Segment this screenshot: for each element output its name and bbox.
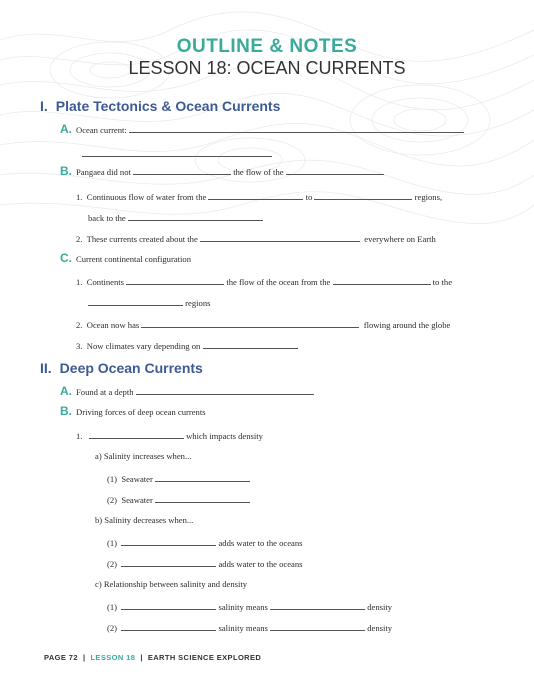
outline-item-1C1: 1. Continents the flow of the ocean from the to the	[76, 277, 453, 287]
outline-item-1C2: 2. Ocean now has flowing around the globe	[76, 320, 451, 330]
footer-book-title: EARTH SCIENCE EXPLORED	[147, 653, 262, 662]
outline-item-2B1c2: (2) salinity means density	[107, 623, 393, 633]
answer-blank[interactable]	[155, 473, 250, 482]
answer-blank[interactable]	[121, 622, 216, 631]
answer-blank[interactable]	[314, 191, 412, 200]
page-footer	[44, 653, 261, 662]
footer-page-number: PAGE 72	[44, 653, 78, 662]
outline-item-2B1c1: (1) salinity means density	[107, 602, 393, 612]
page-subtitle: LESSON 18: OCEAN CURRENTS	[128, 58, 406, 78]
answer-blank[interactable]	[208, 191, 303, 200]
outline-item-1B: B. Pangaea did not the flow of the	[60, 166, 384, 177]
answer-blank[interactable]	[129, 124, 464, 133]
outline-item-2B1: 1. which impacts density	[76, 431, 263, 441]
section-heading-1	[40, 98, 280, 114]
answer-blank[interactable]	[133, 166, 231, 175]
answer-blank[interactable]	[141, 319, 359, 328]
footer-divider: |	[82, 653, 86, 662]
page-title: OUTLINE & NOTES	[176, 36, 358, 57]
section-title: Plate Tectonics & Ocean Currents	[55, 98, 281, 114]
outline-item-1B1: 1. Continuous flow of water from the to regions,	[76, 192, 443, 202]
answer-blank[interactable]	[203, 340, 298, 349]
answer-blank[interactable]	[82, 148, 272, 157]
section-number: I.	[40, 98, 48, 114]
outline-item-2B1a: a) Salinity increases when...	[95, 451, 192, 461]
outline-item-2B1b: b) Salinity decreases when...	[95, 515, 194, 525]
outline-continuation	[82, 148, 272, 159]
answer-blank[interactable]	[89, 430, 184, 439]
answer-blank[interactable]	[136, 386, 314, 395]
outline-item-1C3: 3. Now climates vary depending on	[76, 340, 298, 351]
outline-item-2B1b2: (2) adds water to the oceans	[107, 559, 303, 569]
outline-item-2B1a1: (1) Seawater	[107, 473, 250, 484]
answer-blank[interactable]	[286, 166, 384, 175]
section-number: II.	[40, 360, 52, 376]
outline-item-1B1-continued: back to the	[88, 212, 263, 223]
footer-divider: |	[140, 653, 143, 662]
outline-item-1A: A. Ocean current:	[60, 124, 464, 135]
outline-item-2B: B. Driving forces of deep ocean currents	[60, 404, 206, 418]
answer-blank[interactable]	[121, 601, 216, 610]
answer-blank[interactable]	[155, 494, 250, 503]
answer-blank[interactable]	[88, 297, 183, 306]
answer-blank[interactable]	[200, 233, 360, 242]
outline-item-2B1c: c) Relationship between salinity and density	[95, 579, 248, 589]
answer-blank[interactable]	[333, 276, 431, 285]
answer-blank[interactable]	[121, 558, 216, 567]
outline-item-1C: C. Current continental configuration	[60, 251, 192, 265]
section-title: Deep Ocean Currents	[59, 360, 203, 376]
answer-blank[interactable]	[128, 212, 263, 221]
outline-item-1C1-continued: regions	[88, 297, 210, 308]
answer-blank[interactable]	[270, 622, 365, 631]
outline-item-1B2: 2. These currents created about the everywhere on Earth	[76, 234, 436, 244]
footer-lesson: LESSON 18	[90, 653, 136, 662]
answer-blank[interactable]	[270, 601, 365, 610]
answer-blank[interactable]	[121, 537, 216, 546]
outline-item-2B1a2: (2) Seawater	[107, 494, 250, 505]
section-heading-2	[40, 360, 203, 376]
answer-blank[interactable]	[126, 276, 224, 285]
outline-item-2A: A. Found at a depth	[60, 386, 314, 397]
outline-item-2B1b1: (1) adds water to the oceans	[107, 538, 303, 548]
